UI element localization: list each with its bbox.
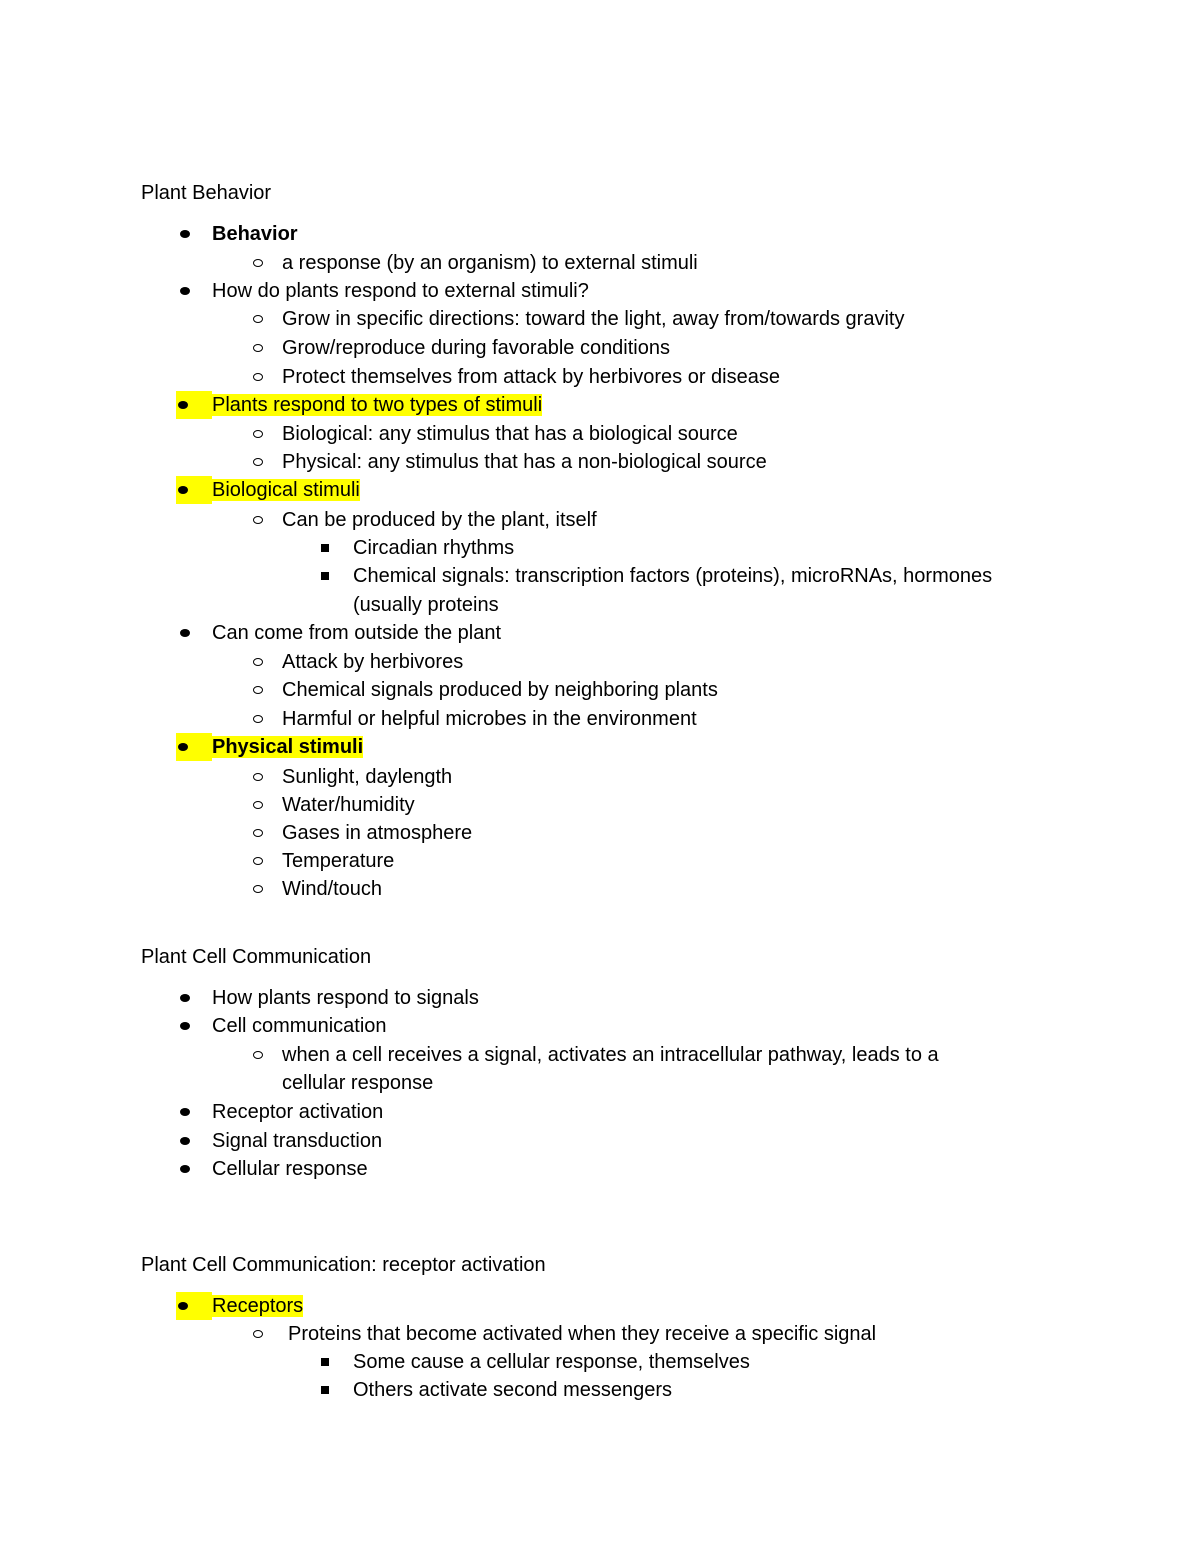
disc-bullet-icon	[176, 476, 212, 504]
list-item: Physical: any stimulus that has a non-biological source	[282, 448, 767, 476]
circle-bullet-icon	[250, 363, 282, 391]
list-item: Chemical signals: transcription factors (proteins), microRNAs, hormones	[353, 562, 992, 590]
disc-bullet-icon	[178, 1012, 212, 1040]
circle-bullet-icon	[250, 1041, 282, 1069]
list-item: Can be produced by the plant, itself	[282, 506, 597, 534]
list-item: Grow in specific directions: toward the light, away from/towards gravity	[282, 305, 904, 333]
circle-bullet-icon	[250, 420, 282, 448]
circle-bullet-icon	[250, 791, 282, 819]
highlighted-list-item: Physical stimuli	[212, 733, 363, 761]
disc-bullet-icon	[176, 1292, 212, 1320]
list-item: Receptor activation	[212, 1098, 383, 1126]
list-item: Some cause a cellular response, themselves	[353, 1348, 750, 1376]
circle-bullet-icon	[250, 506, 282, 534]
list-item: Sunlight, daylength	[282, 763, 452, 791]
circle-bullet-icon	[250, 676, 282, 704]
circle-bullet-icon	[250, 705, 282, 733]
circle-bullet-icon	[250, 763, 282, 791]
circle-bullet-icon	[250, 847, 282, 875]
list-item: when a cell receives a signal, activates an intracellular pathway, leads to a	[282, 1041, 939, 1069]
square-bullet-icon	[319, 1348, 353, 1376]
disc-bullet-icon	[178, 220, 212, 248]
list-item: How do plants respond to external stimuli?	[212, 277, 589, 305]
list-item: How plants respond to signals	[212, 984, 479, 1012]
disc-bullet-icon	[178, 1127, 212, 1155]
list-item: Chemical signals produced by neighboring plants	[282, 676, 718, 704]
disc-bullet-icon	[176, 391, 212, 419]
square-bullet-icon	[319, 562, 353, 590]
list-item: Cell communication	[212, 1012, 387, 1040]
section-title: Plant Cell Communication: receptor activation	[141, 1254, 546, 1276]
list-item: Gases in atmosphere	[282, 819, 472, 847]
highlighted-list-item: Plants respond to two types of stimuli	[212, 391, 542, 419]
disc-bullet-icon	[178, 277, 212, 305]
list-item: Biological: any stimulus that has a biological source	[282, 420, 738, 448]
circle-bullet-icon	[250, 334, 282, 362]
list-item: Signal transduction	[212, 1127, 382, 1155]
highlighted-list-item: Biological stimuli	[212, 476, 360, 504]
list-item: Wind/touch	[282, 875, 382, 903]
list-item: Others activate second messengers	[353, 1376, 672, 1404]
list-item: Protect themselves from attack by herbivores or disease	[282, 363, 780, 391]
circle-bullet-icon	[250, 819, 282, 847]
list-item: Circadian rhythms	[353, 534, 514, 562]
disc-bullet-icon	[178, 1098, 212, 1126]
list-item: Cellular response	[212, 1155, 368, 1183]
circle-bullet-icon	[250, 1320, 288, 1348]
list-item: Grow/reproduce during favorable conditions	[282, 334, 670, 362]
section-title: Plant Cell Communication	[141, 946, 372, 968]
list-item: a response (by an organism) to external stimuli	[282, 249, 698, 277]
square-bullet-icon	[319, 1376, 353, 1404]
circle-bullet-icon	[250, 305, 282, 333]
disc-bullet-icon	[176, 733, 212, 761]
list-item-continuation: cellular response	[282, 1072, 434, 1094]
list-item-continuation: (usually proteins	[353, 594, 499, 616]
list-item: Temperature	[282, 847, 394, 875]
list-item: Behavior	[212, 220, 298, 248]
disc-bullet-icon	[178, 1155, 212, 1183]
list-item: Attack by herbivores	[282, 648, 463, 676]
list-item: Can come from outside the plant	[212, 619, 501, 647]
square-bullet-icon	[319, 534, 353, 562]
highlighted-list-item: Receptors	[212, 1292, 303, 1320]
section-title: Plant Behavior	[141, 182, 272, 204]
circle-bullet-icon	[250, 249, 282, 277]
list-item: Proteins that become activated when they receive a specific signal	[288, 1320, 876, 1348]
circle-bullet-icon	[250, 448, 282, 476]
circle-bullet-icon	[250, 648, 282, 676]
list-item: Harmful or helpful microbes in the environment	[282, 705, 697, 733]
circle-bullet-icon	[250, 875, 282, 903]
disc-bullet-icon	[178, 619, 212, 647]
list-item: Water/humidity	[282, 791, 415, 819]
disc-bullet-icon	[178, 984, 212, 1012]
